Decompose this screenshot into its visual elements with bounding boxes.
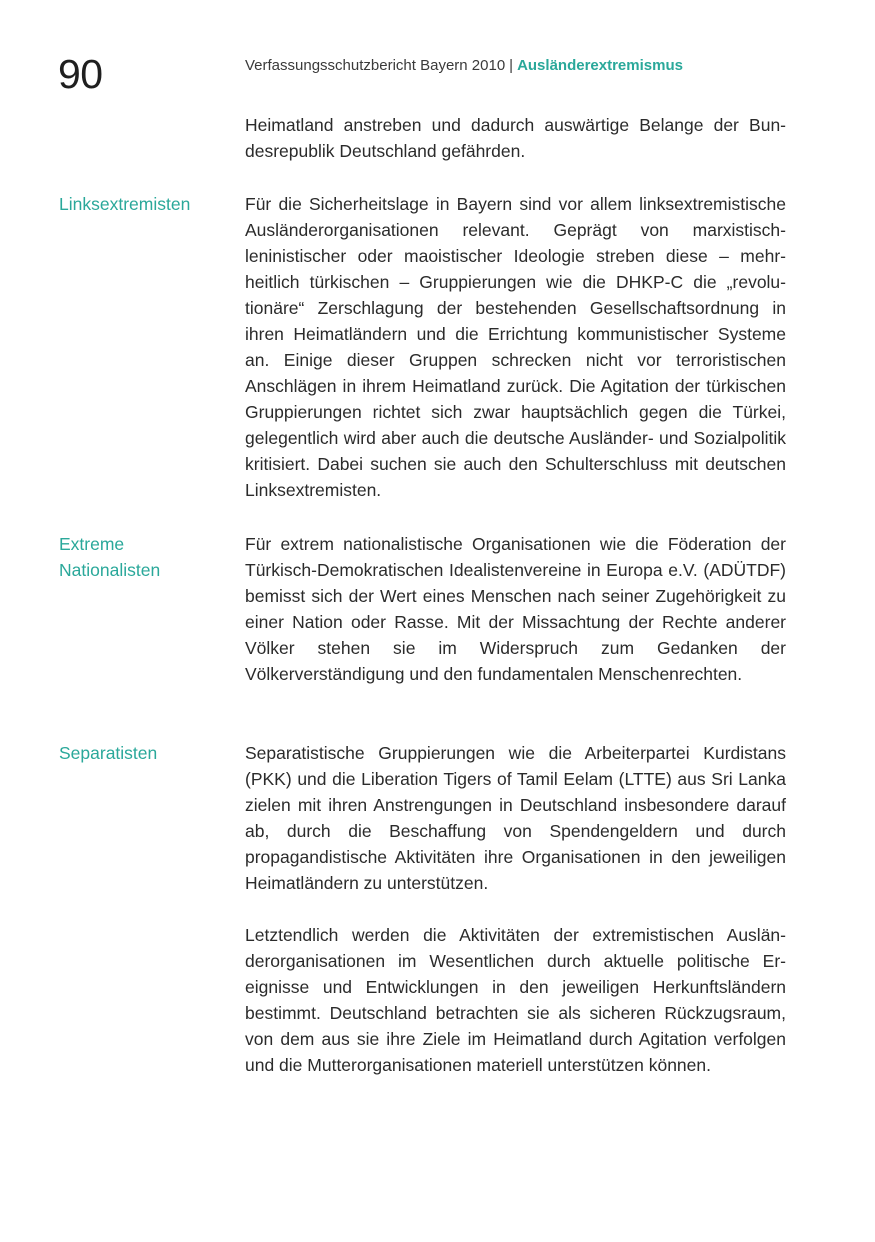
running-header <box>245 56 683 76</box>
conclusion-paragraph: Letztendlich werden die Aktivitäten der extremistischen Ausländerorganisationen im Wesentlichen durch aktuelle politische Ereignisse und Entwicklungen in den jeweiligen Herkunftsländern bestimmt. Deutschland betrachten sie als sicheren Rückzugsraum, von dem aus sie ihre Ziele im Heimatland durch Agitation verfolgen und die Mutterorganisationen materiell unterstützen können. <box>245 925 786 1075</box>
nationalisten-paragraph: Für extrem nationalistische Organisationen wie die Föderation der Türkisch-Demokratischen Idealistenvereine in Europa e.V. (ADÜTDF) bemisst sich der Wert eines Menschen nach seiner Zugehörigkeit zu einer Nation oder Rasse. Mit der Missachtung der Rechte anderer Völker stehen sie im Widerspruch zum Gedanken der Völkerverständigung und den fundamentalen Menschenrechten. <box>245 534 786 684</box>
side-label-text-line1: Extreme <box>59 534 125 554</box>
intro-paragraph: Heimatland anstreben und dadurch auswärtige Belange der Bundesrepublik Deutschland gefährden. <box>245 115 786 161</box>
page-number: 90 <box>58 51 103 97</box>
side-label-linksextremisten <box>59 191 229 217</box>
side-label-separatisten <box>59 740 229 766</box>
separatisten-paragraph: Separatistische Gruppierungen wie die Arbeiterpartei Kurdistans (PKK) und die Liberation Tigers of Tamil Eelam (LTTE) aus Sri Lanka zielen mit ihren Anstrengungen in Deutschland insbesondere darauf ab, durch die Beschaffung von Spendengeldern und durch propagandistische Aktivitäten ihre Organisationen in den jeweiligen Heimatländern zu unterstützen. <box>245 743 786 893</box>
report-title: Verfassungsschutzbericht Bayern 2010 <box>245 57 506 74</box>
linksextremisten-paragraph: Für die Sicherheitslage in Bayern sind vor allem linksextremistische Ausländerorganisationen relevant. Geprägt von marxistisch-leninistischer oder maoistischer Ideologie streben diese – mehrheitlich türkischen – Gruppierungen wie die DHKP-C die „revolutionäre“ Zerschlagung der bestehenden Gesellschaftsordnung in ihren Heimatländern und die Errichtung kommunistischer Systeme an. Einige dieser Gruppen schrecken nicht vor terroristischen Anschlägen in ihrem Heimatland zurück. Die Agitation der türkischen Gruppierungen richtet sich zwar hauptsächlich gegen die Türkei, gelegentlich wird aber auch die deutsche Ausländer- und Sozialpolitik kritisiert. Dabei suchen sie auch den Schulterschluss mit deutschen Linksextremisten. <box>245 194 786 500</box>
side-label-extreme-nationalisten <box>59 531 229 583</box>
section-title: Ausländerextremismus <box>517 57 683 74</box>
header-separator: | <box>509 57 514 74</box>
side-label-text: Separatisten <box>59 743 158 763</box>
side-label-text: Linksextremisten <box>59 194 191 214</box>
side-label-text-line2: Nationalisten <box>59 560 161 580</box>
